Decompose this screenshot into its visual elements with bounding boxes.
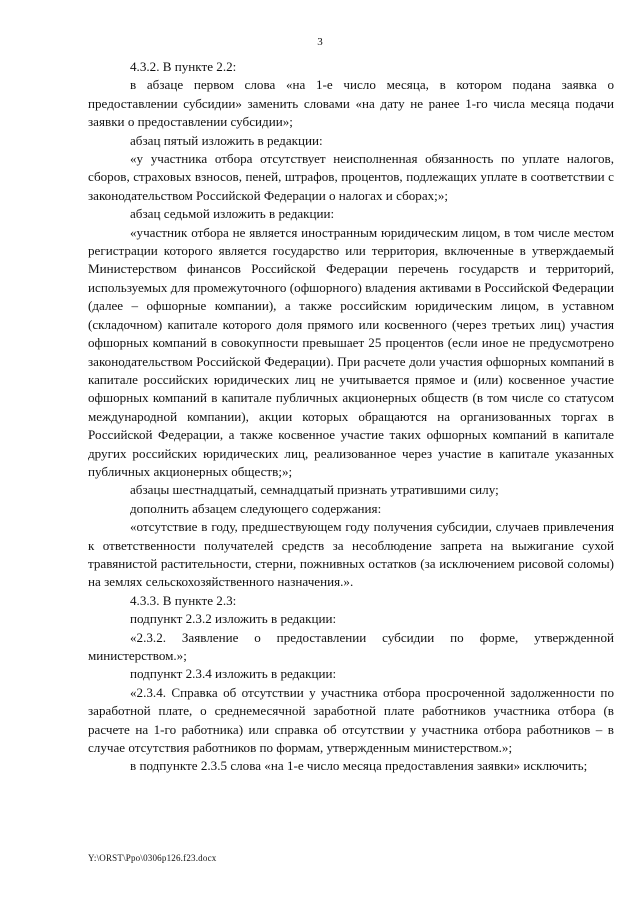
- paragraph-section-4-3-2: 4.3.2. В пункте 2.2:: [130, 59, 237, 74]
- paragraph-quote: «2.3.4. Справка об отсутствии у участника отбора просроченной задолженности по заработной плате, о среднемесячной заработной плате работников участника отбора (в расчете на 1-го работника) или справка об отсутствии у участника отбора работников – в случае отсутствия работников по формам, утвержденным министерством.»;: [88, 684, 614, 756]
- paragraph: подпункт 2.3.2 изложить в редакции:: [130, 611, 337, 627]
- footer-file-path: Y:\ORST\Ppo\0306p126.f23.docx: [88, 853, 217, 863]
- paragraph: абзац седьмой изложить в редакции:: [130, 206, 335, 222]
- paragraph-section-4-3-3: 4.3.3. В пункте 2.3:: [130, 592, 237, 608]
- paragraph: абзац пятый изложить в редакции:: [130, 132, 323, 148]
- page-number: 3: [317, 36, 323, 48]
- paragraph-quote: «2.3.2. Заявление о предоставлении субсидии по форме, утвержденной министерством.»;: [88, 629, 614, 663]
- paragraph: дополнить абзацем следующего содержания:: [130, 500, 382, 516]
- document-body: [88, 58, 614, 776]
- paragraph-quote: «участник отбора не является иностранным юридическим лицом, в том числе местом регистрации которого является государство или территория, включенные в утверждаемый Министерством финансов Российской Федерации перечень государств и территорий, используемых для промежуточного (офшорного) владения активами в Российской Федерации (далее – офшорные компании), а также российским юридическим лицом, в уставном (складочном) капитале которого доля прямого или косвенного (через третьих лиц) участия офшорных компаний в совокупности превышает 25 процентов (если иное не предусмотрено законодательством Российской Федерации). При расчете доли участия офшорных компаний в капитале российских юридических лиц не учитывается прямое и (или) косвенное участие офшорных компаний в капитале публичных акционерных обществ (в том числе со статусом международной компании), акции которых обращаются на организованных торгах в Российской Федерации, а также косвенное участие таких офшорных компаний в капитале других российских юридических лиц, реализованное через участие в капитале указанных публичных акционерных обществ;»;: [88, 224, 614, 479]
- paragraph: абзацы шестнадцатый, семнадцатый признать утратившими силу;: [130, 482, 499, 498]
- paragraph: подпункт 2.3.4 изложить в редакции:: [130, 666, 337, 682]
- paragraph-quote: «у участника отбора отсутствует неисполненная обязанность по уплате налогов, сборов, страховых взносов, пеней, штрафов, процентов, подлежащих уплате в соответствии с законодательством Российской Федерации о налогах и сборах;»;: [88, 151, 614, 203]
- paragraph: в подпункте 2.3.5 слова «на 1-е число месяца предоставления заявки» исключить;: [130, 758, 588, 774]
- paragraph: в абзаце первом слова «на 1-е число месяца, в котором подана заявка о предоставлении субсидии» заменить словами «на дату не ранее 1-го числа месяца подачи заявки о предоставлении субсидии»;: [88, 77, 614, 130]
- paragraph-quote: «отсутствие в году, предшествующем году получения субсидии, случаев привлечения к ответственности получателей средств за несоблюдение запрета на выжигание сухой травянистой растительности, стерни, пожнивных остатков (за исключением рисовой соломы) на землях сельскохозяйственного назначения.».: [88, 519, 614, 590]
